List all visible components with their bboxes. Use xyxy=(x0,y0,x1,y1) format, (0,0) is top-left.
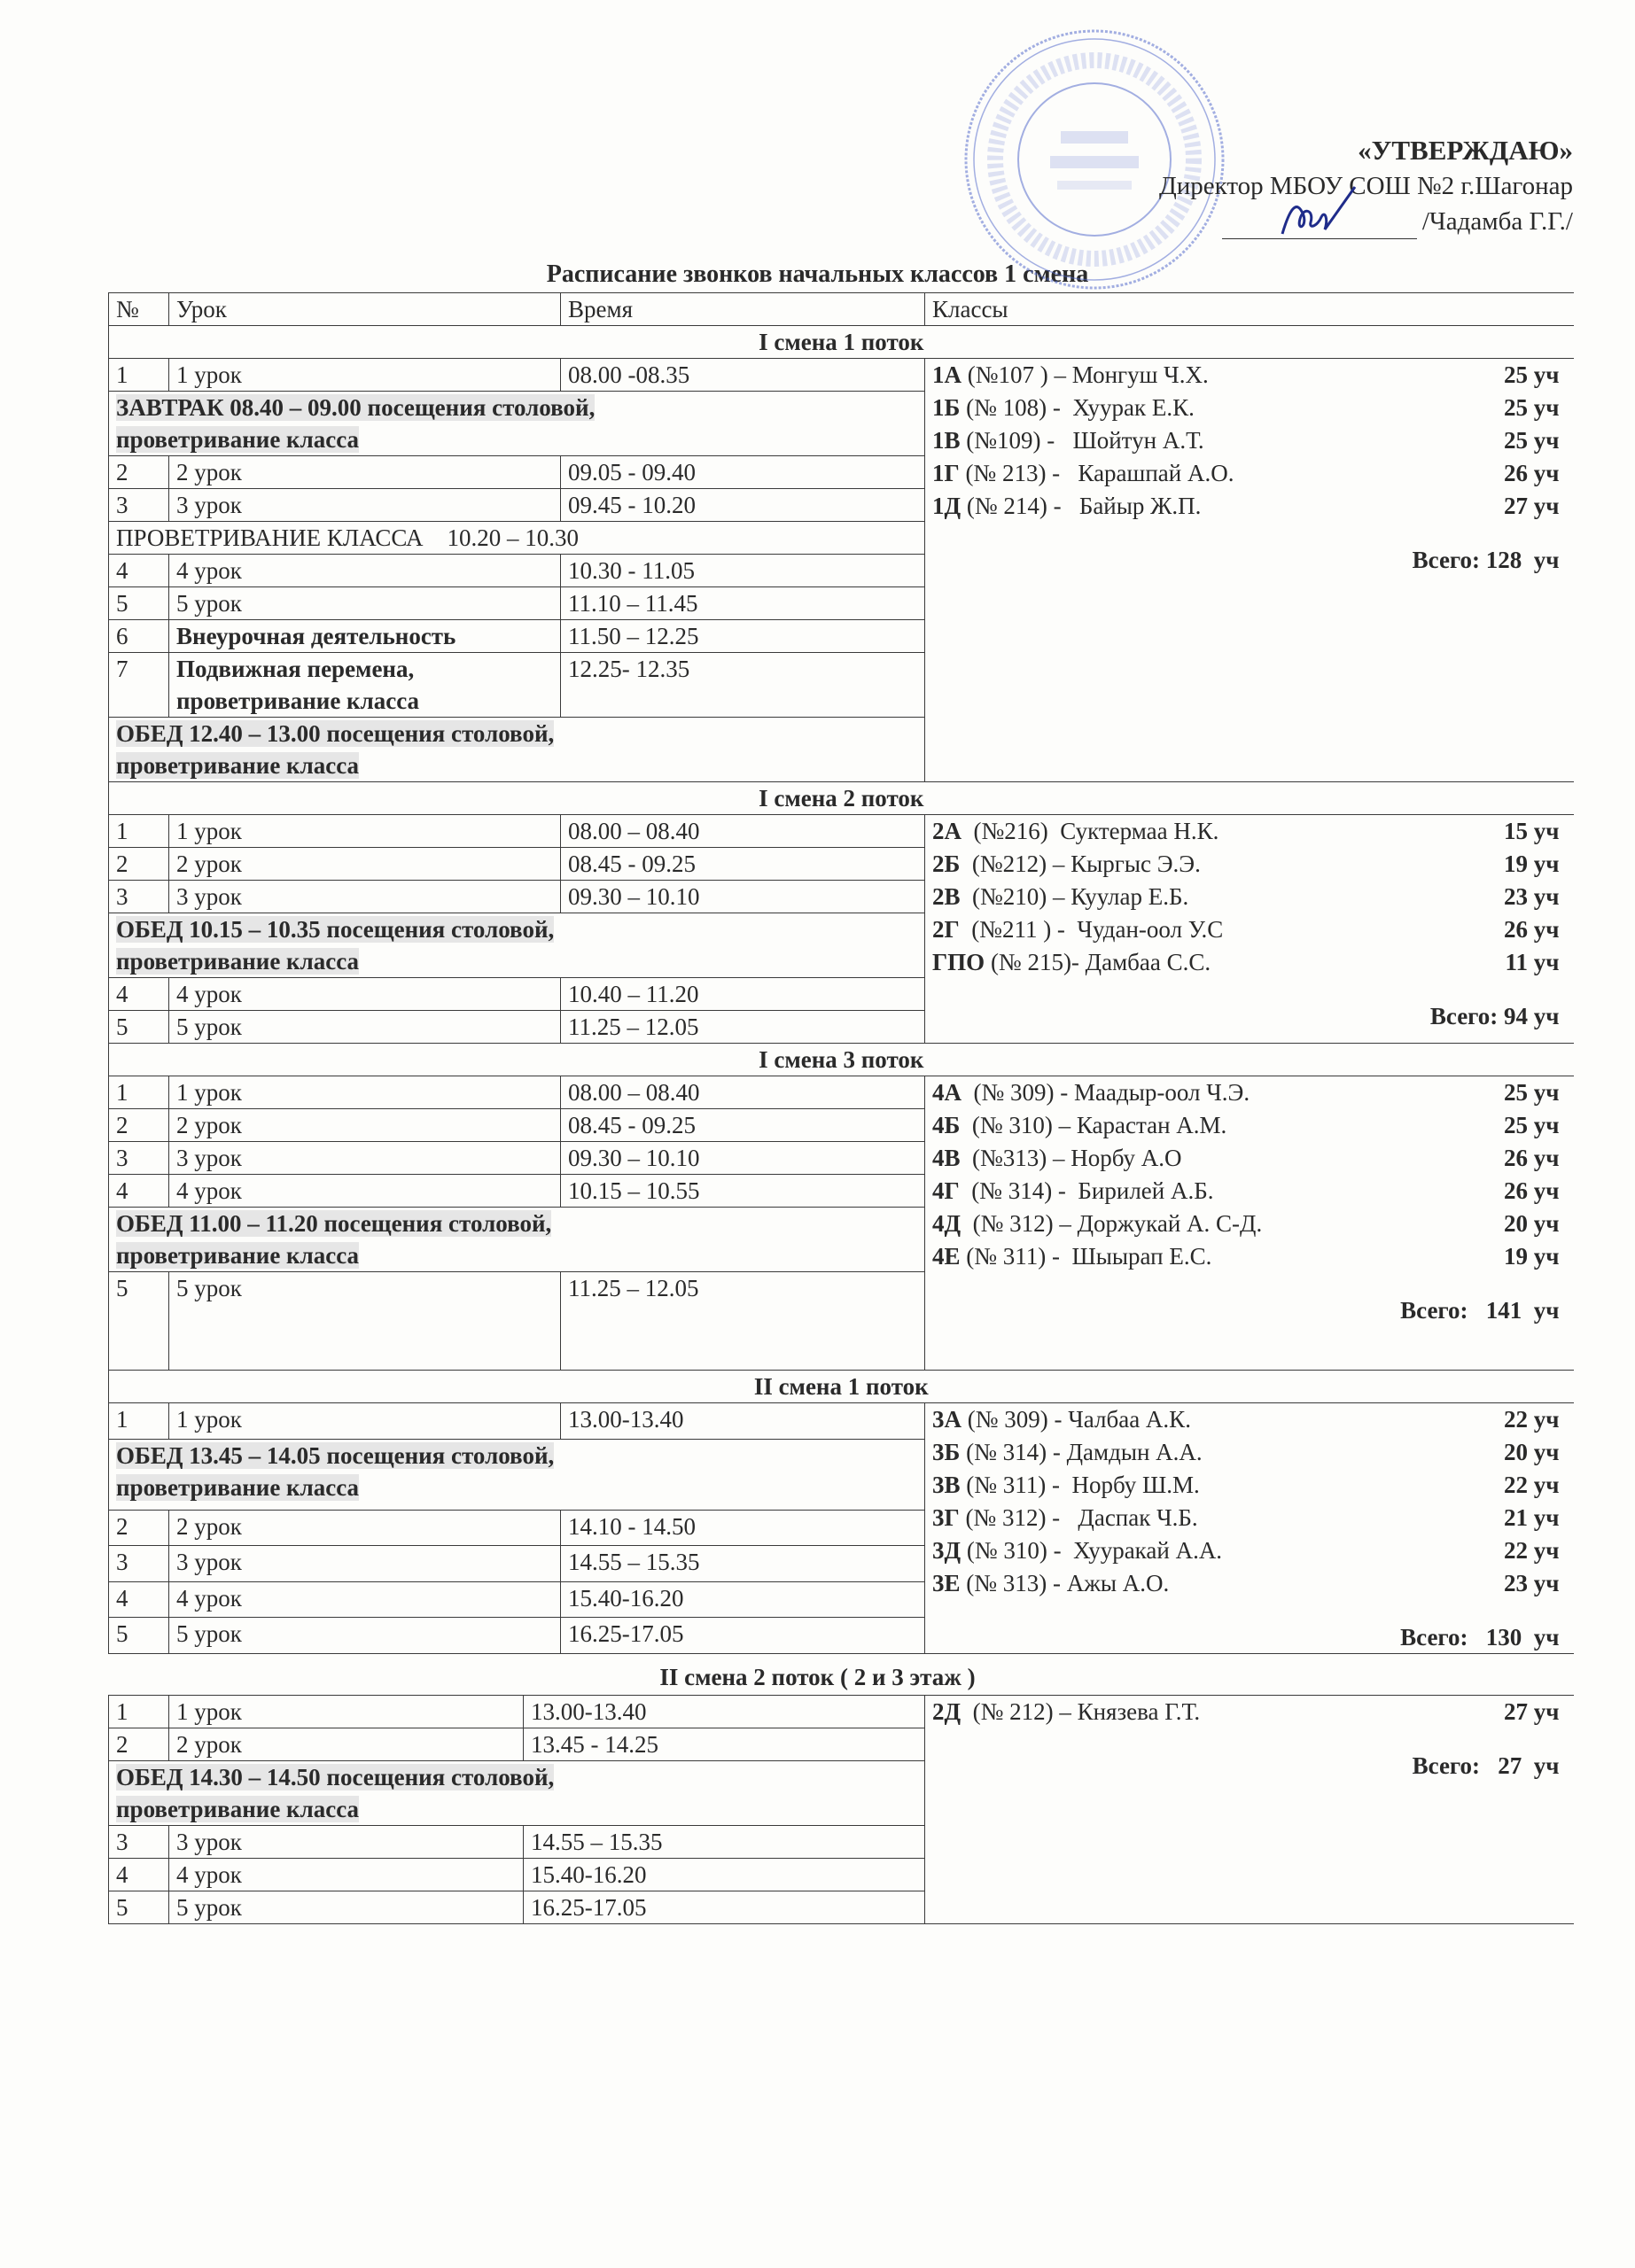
class-label xyxy=(932,1502,1198,1534)
class-code: 3Д xyxy=(932,1537,962,1564)
signature-line xyxy=(1222,208,1417,239)
lesson-row xyxy=(109,1076,1574,1109)
class-code: ГПО xyxy=(932,949,985,975)
lesson-time: 12.25- 12.35 xyxy=(561,653,925,718)
header-lesson: Урок xyxy=(169,293,561,326)
lesson-num: 5 xyxy=(109,587,169,620)
lesson-time: 08.45 - 09.25 xyxy=(561,1109,925,1142)
lesson-name-text: 5 урок xyxy=(176,1894,242,1921)
class-entry xyxy=(932,946,1567,979)
class-entry xyxy=(932,1142,1567,1175)
lesson-time: 10.15 – 10.55 xyxy=(561,1175,925,1208)
class-room-teacher: (№109) - Шойтун А.Т. xyxy=(960,427,1204,454)
class-count: 25 уч xyxy=(1504,1112,1560,1138)
class-room-teacher: (№212) – Кыргыс Э.Э. xyxy=(960,850,1201,877)
class-label xyxy=(932,392,1195,424)
lesson-time: 11.10 – 11.45 xyxy=(561,587,925,620)
lesson-name-text: 4 урок xyxy=(176,981,242,1007)
section-header xyxy=(109,1371,1574,1403)
class-count: 27 уч xyxy=(1504,1698,1560,1725)
break-cell xyxy=(109,1208,925,1272)
lesson-name xyxy=(169,848,561,881)
class-room-teacher: (№ 212) – Князева Г.Т. xyxy=(961,1698,1201,1725)
class-total: Всего: 27 уч xyxy=(1412,1752,1560,1779)
lesson-name-text: 3 урок xyxy=(176,492,242,518)
approval-director: Директор МБОУ СОШ №2 г.Шагонар xyxy=(1158,172,1573,200)
class-room-teacher: (№ 108) - Хуурак Е.К. xyxy=(960,394,1195,421)
class-label xyxy=(932,424,1204,457)
schedule-table xyxy=(108,292,1574,1654)
lesson-time: 13.00-13.40 xyxy=(561,1403,925,1440)
lesson-time: 13.00-13.40 xyxy=(524,1696,925,1728)
class-label xyxy=(932,946,1211,979)
lesson-num: 4 xyxy=(109,1859,169,1891)
lesson-name xyxy=(169,1142,561,1175)
class-count: 27 уч xyxy=(1504,493,1560,519)
class-label xyxy=(932,1567,1169,1600)
lesson-num: 3 xyxy=(109,1546,169,1582)
class-entry xyxy=(932,848,1567,881)
break-text: ОБЕД 14.30 – 14.50 посещения столовой, xyxy=(116,1764,555,1790)
class-code: 1А xyxy=(932,361,962,388)
lesson-time: 14.10 - 14.50 xyxy=(561,1510,925,1546)
lesson-time: 11.50 – 12.25 xyxy=(561,620,925,653)
lesson-time: 09.45 - 10.20 xyxy=(561,489,925,522)
class-entry xyxy=(932,1436,1567,1469)
section-title: II смена 2 поток ( 2 и 3 этаж ) xyxy=(659,1664,976,1690)
lesson-time: 16.25-17.05 xyxy=(561,1618,925,1654)
class-count: 26 уч xyxy=(1504,1177,1560,1204)
lesson-name xyxy=(169,1546,561,1582)
lesson-num: 1 xyxy=(109,359,169,392)
lesson-name-text: 5 урок xyxy=(176,1275,242,1301)
lesson-num: 1 xyxy=(109,1076,169,1109)
lesson-name xyxy=(169,1403,561,1440)
lesson-num: 3 xyxy=(109,881,169,913)
lesson-time: 09.30 – 10.10 xyxy=(561,1142,925,1175)
break-cell xyxy=(109,718,925,782)
class-room-teacher: (№ 310) - Хууракай А.А. xyxy=(961,1537,1223,1564)
class-entry xyxy=(932,1534,1567,1567)
lesson-time: 08.45 - 09.25 xyxy=(561,848,925,881)
schedule-table-2 xyxy=(108,1695,1574,1924)
class-room-teacher: (№211 ) - Чудан-оол У.С xyxy=(959,916,1224,943)
lesson-name-text: 2 урок xyxy=(176,1731,242,1758)
lesson-time: 15.40-16.20 xyxy=(561,1581,925,1618)
lesson-time: 10.40 – 11.20 xyxy=(561,978,925,1011)
lesson-name-text: 1 урок xyxy=(176,1698,242,1725)
lesson-time: 14.55 – 15.35 xyxy=(561,1546,925,1582)
approval-name: /Чадамба Г.Г./ xyxy=(1421,207,1573,236)
class-entry xyxy=(932,1175,1567,1208)
lesson-name xyxy=(169,1696,524,1728)
lesson-num: 3 xyxy=(109,1142,169,1175)
lesson-num: 2 xyxy=(109,456,169,489)
class-code: 2В xyxy=(932,883,961,910)
class-entry xyxy=(932,1076,1567,1109)
class-entry xyxy=(932,1696,1567,1728)
class-label xyxy=(932,1240,1211,1273)
lesson-num: 2 xyxy=(109,1510,169,1546)
lesson-name xyxy=(169,815,561,848)
break-text: ОБЕД 10.15 – 10.35 посещения столовой, xyxy=(116,916,555,943)
lesson-num: 5 xyxy=(109,1891,169,1924)
lesson-num: 3 xyxy=(109,489,169,522)
classes-cell xyxy=(925,1076,1574,1371)
class-label xyxy=(932,1534,1222,1567)
class-label xyxy=(932,1076,1250,1109)
header-area xyxy=(0,0,1635,257)
lesson-time: 11.25 – 12.05 xyxy=(561,1272,925,1371)
class-entry xyxy=(932,1567,1567,1600)
class-label xyxy=(932,490,1201,523)
break-text: ОБЕД 13.45 – 14.05 посещения столовой, xyxy=(116,1441,555,1469)
class-room-teacher: (№ 312) - Даспак Ч.Б. xyxy=(959,1504,1198,1531)
class-label xyxy=(932,359,1209,392)
class-entry xyxy=(932,1469,1567,1502)
lesson-name xyxy=(169,489,561,522)
break-cell xyxy=(109,1439,925,1510)
class-entry xyxy=(932,424,1567,457)
class-code: 2А xyxy=(932,818,962,844)
class-entry xyxy=(932,1240,1567,1273)
class-code: 4А xyxy=(932,1079,962,1106)
class-count: 25 уч xyxy=(1504,1079,1560,1106)
class-room-teacher: (№ 213) - Карашпай А.О. xyxy=(959,460,1234,486)
lesson-name-text: 5 урок xyxy=(176,590,242,617)
classes-cell xyxy=(925,815,1574,1044)
class-count: 15 уч xyxy=(1504,818,1560,844)
class-count: 23 уч xyxy=(1504,1570,1560,1596)
break-cell: ПРОВЕТРИВАНИЕ КЛАССА 10.20 – 10.30 xyxy=(109,522,925,555)
lesson-time: 08.00 -08.35 xyxy=(561,359,925,392)
schedule-area xyxy=(0,292,1635,1924)
lesson-time: 11.25 – 12.05 xyxy=(561,1011,925,1044)
lesson-num: 7 xyxy=(109,653,169,718)
lesson-row xyxy=(109,1403,1574,1440)
class-room-teacher: (№ 309) - Чалбаа А.К. xyxy=(962,1406,1191,1433)
class-room-teacher: (№ 311) - Шыырап Е.С. xyxy=(960,1243,1212,1270)
class-count: 23 уч xyxy=(1504,883,1560,910)
class-room-teacher: (№ 313) - Ажы А.О. xyxy=(960,1570,1170,1596)
class-code: 1Г xyxy=(932,460,960,486)
section-header xyxy=(109,1044,1574,1076)
lesson-name xyxy=(169,1109,561,1142)
lesson-name-text: 3 урок xyxy=(176,1145,242,1171)
lesson-name xyxy=(169,456,561,489)
class-entry xyxy=(932,1403,1567,1436)
lesson-time: 15.40-16.20 xyxy=(524,1859,925,1891)
class-code: 3Е xyxy=(932,1570,961,1596)
lesson-time: 09.05 - 09.40 xyxy=(561,456,925,489)
lesson-num: 1 xyxy=(109,815,169,848)
class-total: Всего: 130 уч xyxy=(1400,1624,1560,1651)
class-label xyxy=(932,815,1218,848)
lesson-name-text: 3 урок xyxy=(176,1829,242,1855)
lesson-name xyxy=(169,1826,524,1859)
lesson-name-text: 5 урок xyxy=(176,1014,242,1040)
lesson-name-text: 1 урок xyxy=(176,818,242,844)
lesson-name xyxy=(169,1272,561,1371)
class-count: 26 уч xyxy=(1504,460,1560,486)
class-code: 3Б xyxy=(932,1439,961,1465)
class-total: Всего: 94 уч xyxy=(1429,1003,1560,1029)
class-room-teacher: (№216) Суктермаа Н.К. xyxy=(962,818,1219,844)
header-num: № xyxy=(109,293,169,326)
lesson-name-text: 2 урок xyxy=(176,459,242,485)
lesson-name-text: 3 урок xyxy=(176,1549,242,1576)
lesson-name-text-2: проветривание класса xyxy=(176,687,420,714)
lesson-name-text: 4 урок xyxy=(176,1177,242,1204)
lesson-num: 4 xyxy=(109,1175,169,1208)
lesson-name-text: 1 урок xyxy=(176,1406,242,1433)
class-label xyxy=(932,1109,1226,1142)
lesson-name-text: 2 урок xyxy=(176,1112,242,1138)
class-label xyxy=(932,1208,1262,1240)
lesson-name xyxy=(169,620,561,653)
classes-cell xyxy=(925,1696,1574,1924)
class-entry xyxy=(932,815,1567,848)
lesson-row xyxy=(109,359,1574,392)
break-text: ОБЕД 12.40 – 13.00 посещения столовой, xyxy=(116,720,555,747)
lesson-num: 2 xyxy=(109,1109,169,1142)
class-entry xyxy=(932,913,1567,946)
lesson-time: 08.00 – 08.40 xyxy=(561,815,925,848)
approval-block xyxy=(1159,133,1573,239)
class-label xyxy=(932,1403,1191,1436)
class-code: 3В xyxy=(932,1472,961,1498)
class-code: 3А xyxy=(932,1406,962,1433)
class-count: 19 уч xyxy=(1504,1243,1560,1270)
class-code: 1В xyxy=(932,427,961,454)
break-text-2: проветривание класса xyxy=(116,1242,360,1269)
class-count: 20 уч xyxy=(1504,1210,1560,1237)
lesson-name-text: 2 урок xyxy=(176,850,242,877)
header-classes: Классы xyxy=(925,293,1574,326)
class-label xyxy=(932,1469,1200,1502)
class-room-teacher: (№ 312) – Доржукай А. С-Д. xyxy=(961,1210,1263,1237)
class-entry xyxy=(932,1109,1567,1142)
break-text: ЗАВТРАК 08.40 – 09.00 посещения столовой, xyxy=(116,394,596,421)
lesson-num: 6 xyxy=(109,620,169,653)
header-row xyxy=(109,293,1574,326)
lesson-num: 5 xyxy=(109,1011,169,1044)
break-text-2: проветривание класса xyxy=(116,752,360,779)
lesson-name-text: Подвижная перемена, xyxy=(176,656,415,682)
class-count: 25 уч xyxy=(1504,361,1560,388)
class-count: 11 уч xyxy=(1505,949,1560,975)
class-room-teacher: (№313) – Норбу А.О xyxy=(960,1145,1182,1171)
break-cell xyxy=(109,392,925,456)
class-room-teacher: (№ 310) – Карастан А.М. xyxy=(960,1112,1227,1138)
class-count: 26 уч xyxy=(1504,916,1560,943)
class-code: 2Г xyxy=(932,916,960,943)
break-text-2: проветривание класса xyxy=(116,1796,360,1822)
break-text: ОБЕД 11.00 – 11.20 посещения столовой, xyxy=(116,1210,552,1237)
lesson-num: 2 xyxy=(109,1728,169,1761)
classes-cell xyxy=(925,1403,1574,1654)
lesson-num: 3 xyxy=(109,1826,169,1859)
class-count: 22 уч xyxy=(1504,1406,1560,1433)
class-label xyxy=(932,881,1188,913)
approval-title: «УТВЕРЖДАЮ» xyxy=(1358,135,1573,166)
class-entry xyxy=(932,1502,1567,1534)
class-count: 20 уч xyxy=(1504,1439,1560,1465)
class-code: 4Г xyxy=(932,1177,960,1204)
class-room-teacher: (№ 311) - Норбу Ш.М. xyxy=(960,1472,1200,1498)
class-room-teacher: (№ 314) - Бирилей А.Б. xyxy=(959,1177,1214,1204)
lesson-name xyxy=(169,653,561,718)
class-room-teacher: (№ 215)- Дамбаа С.С. xyxy=(985,949,1211,975)
section-title: I смена 2 поток xyxy=(109,782,1574,815)
section-title: II смена 1 поток xyxy=(109,1371,1574,1403)
class-code: 4Д xyxy=(932,1210,962,1237)
lesson-name xyxy=(169,1618,561,1654)
lesson-num: 4 xyxy=(109,1581,169,1618)
class-total: Всего: 128 уч xyxy=(1412,547,1560,573)
lesson-name xyxy=(169,1510,561,1546)
lesson-time: 16.25-17.05 xyxy=(524,1891,925,1924)
class-label xyxy=(932,1696,1200,1728)
lesson-name-text: 1 урок xyxy=(176,1079,242,1106)
break-text-2: проветривание класса xyxy=(116,1473,360,1501)
lesson-time: 13.45 - 14.25 xyxy=(524,1728,925,1761)
lesson-name-text: 4 урок xyxy=(176,557,242,584)
lesson-name xyxy=(169,1076,561,1109)
lesson-name xyxy=(169,587,561,620)
class-label xyxy=(932,1436,1203,1469)
class-entry xyxy=(932,392,1567,424)
lesson-name-text: 1 урок xyxy=(176,361,242,388)
lesson-name xyxy=(169,1859,524,1891)
lesson-name-text: Внеурочная деятельность xyxy=(176,623,456,649)
class-room-teacher: (№210) – Куулар Е.Б. xyxy=(960,883,1189,910)
class-entry xyxy=(932,359,1567,392)
class-count: 19 уч xyxy=(1504,850,1560,877)
class-count: 21 уч xyxy=(1504,1504,1560,1531)
class-label xyxy=(932,1175,1213,1208)
lesson-name xyxy=(169,1728,524,1761)
class-room-teacher: (№ 214) - Байыр Ж.П. xyxy=(961,493,1202,519)
lesson-name-text: 2 урок xyxy=(176,1512,242,1540)
break-text-2: проветривание класса xyxy=(116,948,360,975)
class-label xyxy=(932,913,1223,946)
section-title: I смена 3 поток xyxy=(109,1044,1574,1076)
lesson-name xyxy=(169,555,561,587)
lesson-row xyxy=(109,1696,1574,1728)
class-entry xyxy=(932,1208,1567,1240)
page-title: Расписание звонков начальных классов 1 смена xyxy=(546,260,1089,288)
class-room-teacher: (№107 ) – Монгуш Ч.Х. xyxy=(962,361,1209,388)
section-header xyxy=(109,326,1574,359)
class-code: 4Е xyxy=(932,1243,961,1270)
lesson-num: 5 xyxy=(109,1618,169,1654)
lesson-time: 08.00 – 08.40 xyxy=(561,1076,925,1109)
lesson-name xyxy=(169,1011,561,1044)
lesson-num: 4 xyxy=(109,978,169,1011)
lesson-time: 09.30 – 10.10 xyxy=(561,881,925,913)
class-count: 26 уч xyxy=(1504,1145,1560,1171)
class-code: 3Г xyxy=(932,1504,960,1531)
break-cell xyxy=(109,913,925,978)
class-code: 4Б xyxy=(932,1112,961,1138)
lesson-name-text: 3 урок xyxy=(176,883,242,910)
lesson-num: 1 xyxy=(109,1696,169,1728)
class-entry xyxy=(932,490,1567,523)
lesson-num: 1 xyxy=(109,1403,169,1440)
lesson-time: 10.30 - 11.05 xyxy=(561,555,925,587)
lesson-name xyxy=(169,1891,524,1924)
lesson-name-text: 5 урок xyxy=(176,1620,242,1648)
class-code: 1Д xyxy=(932,493,962,519)
lesson-num: 4 xyxy=(109,555,169,587)
class-room-teacher: (№ 309) - Маадыр-оол Ч.Э. xyxy=(962,1079,1250,1106)
break-cell xyxy=(109,1761,925,1826)
header-time: Время xyxy=(561,293,925,326)
section-title: I смена 1 поток xyxy=(109,326,1574,359)
class-total: Всего: 141 уч xyxy=(1400,1297,1560,1324)
lesson-name xyxy=(169,978,561,1011)
lesson-name xyxy=(169,359,561,392)
lesson-name xyxy=(169,1175,561,1208)
class-label xyxy=(932,1142,1181,1175)
classes-cell xyxy=(925,359,1574,782)
lesson-name-text: 4 урок xyxy=(176,1584,242,1612)
class-code: 2Б xyxy=(932,850,961,877)
lesson-name xyxy=(169,1581,561,1618)
lesson-num: 5 xyxy=(109,1272,169,1371)
class-label xyxy=(932,457,1234,490)
class-entry xyxy=(932,457,1567,490)
lesson-row xyxy=(109,815,1574,848)
lesson-name xyxy=(169,881,561,913)
class-entry xyxy=(932,881,1567,913)
class-code: 2Д xyxy=(932,1698,962,1725)
lesson-num: 2 xyxy=(109,848,169,881)
class-count: 25 уч xyxy=(1504,427,1560,454)
lesson-name-text: 4 урок xyxy=(176,1861,242,1888)
class-count: 22 уч xyxy=(1504,1472,1560,1498)
class-room-teacher: (№ 314) - Дамдын А.А. xyxy=(960,1439,1203,1465)
lesson-time: 14.55 – 15.35 xyxy=(524,1826,925,1859)
break-text-2: проветривание класса xyxy=(116,426,360,453)
class-count: 22 уч xyxy=(1504,1537,1560,1564)
section-header xyxy=(109,782,1574,815)
class-code: 1Б xyxy=(932,394,961,421)
class-label xyxy=(932,848,1201,881)
class-code: 4В xyxy=(932,1145,961,1171)
class-count: 25 уч xyxy=(1504,394,1560,421)
